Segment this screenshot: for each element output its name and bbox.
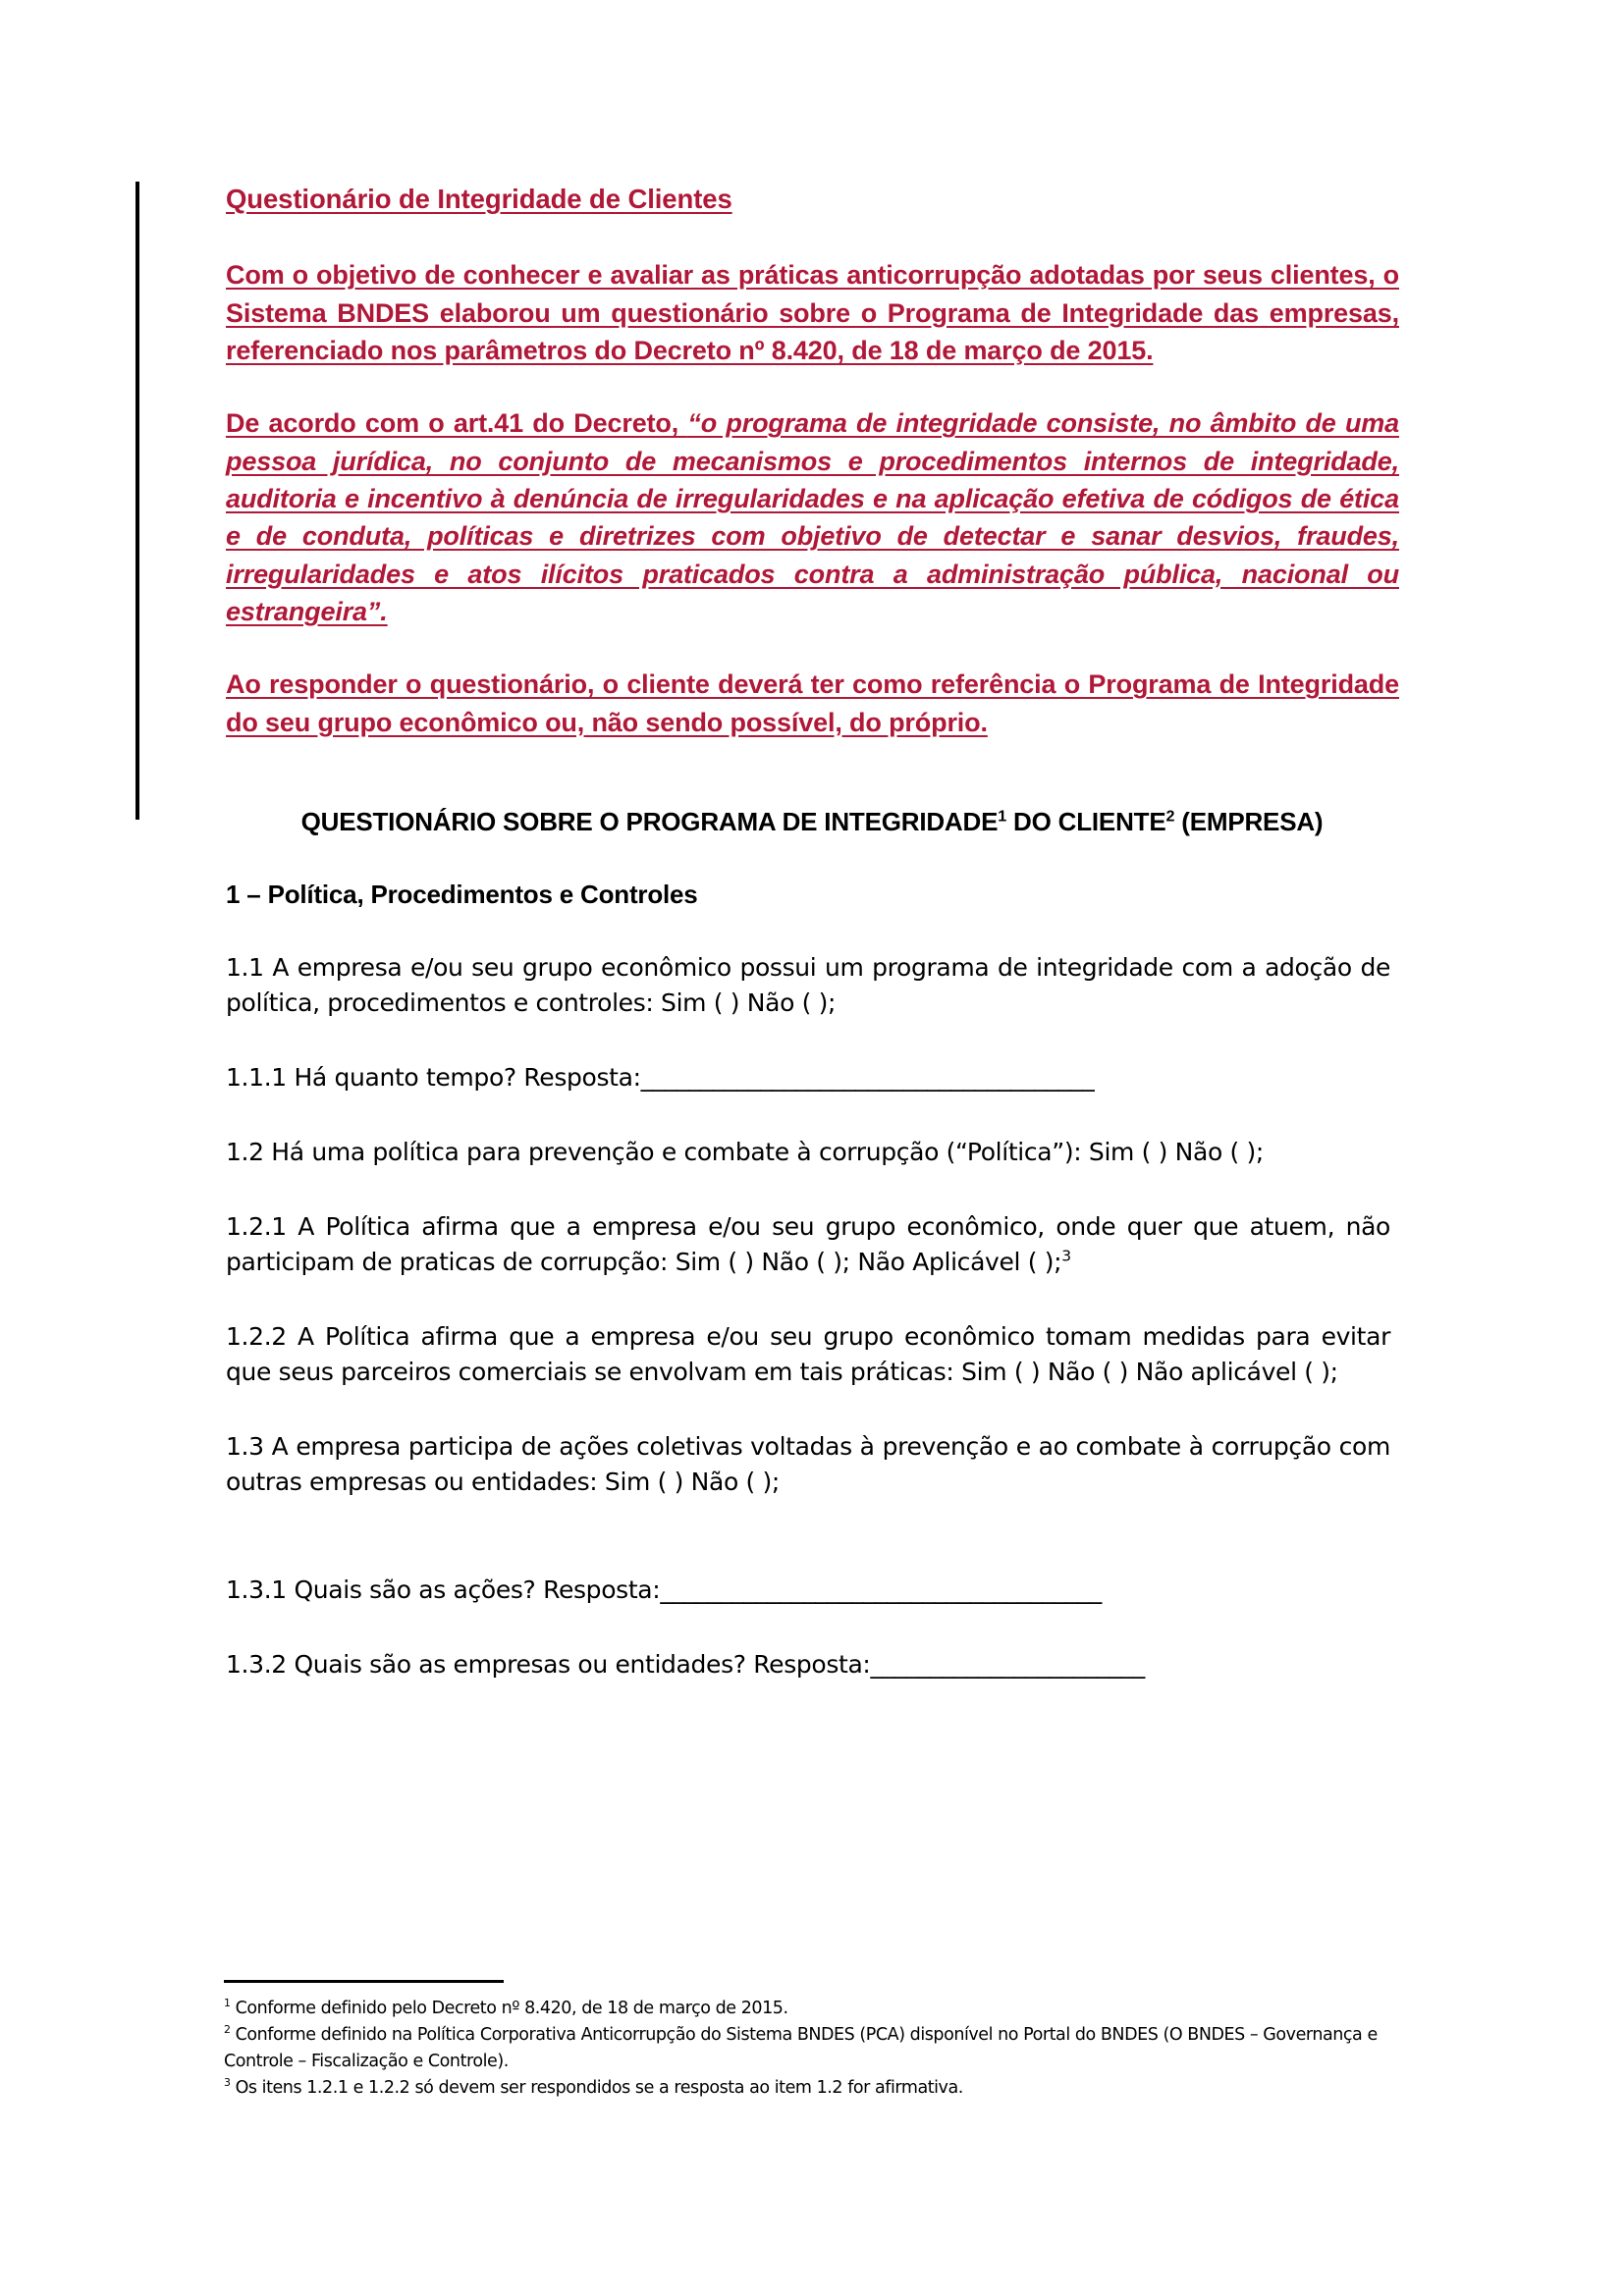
- intro-paragraph-3: Ao responder o questionário, o cliente deverá ter como referência o Programa de Integridade do seu grupo econômico ou, não sendo possível, do próprio.: [226, 669, 1399, 737]
- footnote-2-text: Conforme definido na Política Corporativa Anticorrupção do Sistema BNDES (PCA) disponível no Portal do BNDES (O BNDES – Governança e Controle – Fiscalização e Controle).: [224, 2025, 1378, 2072]
- footnote-2: [224, 2022, 1402, 2075]
- questionnaire-heading: [0, 807, 1624, 837]
- questionnaire-heading-part1: QUESTIONÁRIO SOBRE O PROGRAMA DE INTEGRIDADE: [300, 807, 999, 836]
- questionnaire-heading-part3: (EMPRESA): [1174, 807, 1324, 836]
- question-1-2: 1.2 Há uma política para prevenção e combate à corrupção (“Política”): Sim ( ) Não ( );: [226, 1138, 1264, 1166]
- footnote-3: [224, 2075, 1402, 2102]
- section-1-title: 1 – Política, Procedimentos e Controles: [226, 880, 698, 909]
- question-1-2-1: [226, 1209, 1390, 1280]
- footnote-3-text: Os itens 1.2.1 e 1.2.2 só devem ser respondidos se a resposta ao item 1.2 for afirmativa.: [230, 2078, 963, 2099]
- question-1-1-1: 1.1.1 Há quanto tempo? Resposta:______________________________________: [226, 1063, 1095, 1092]
- footnote-ref-1: 1: [998, 807, 1006, 826]
- footnote-3-marker: 3: [224, 2076, 231, 2090]
- footnote-1-marker: 1: [224, 1997, 231, 2010]
- question-1-3-1: 1.3.1 Quais são as ações? Resposta:_____________________________________: [226, 1575, 1102, 1604]
- intro-paragraph-2: [226, 404, 1399, 630]
- question-1-1: 1.1 A empresa e/ou seu grupo econômico possui um programa de integridade com a adoção de política, procedimentos e controles: Sim ( ) Não ( );: [226, 953, 1390, 1017]
- footnote-1: [224, 1996, 1402, 2022]
- revision-change-bar: [135, 182, 139, 820]
- footnote-separator: [224, 1980, 504, 1983]
- question-1-3-2: 1.3.2 Quais são as empresas ou entidades? Resposta:_______________________: [226, 1650, 1145, 1679]
- intro-block: [226, 183, 1399, 741]
- footnote-2-marker: 2: [224, 2023, 231, 2037]
- questions-list: [226, 950, 1390, 1682]
- questionnaire-heading-part2: DO CLIENTE: [1006, 807, 1166, 836]
- question-1-2-1-text: 1.2.1 A Política afirma que a empresa e/ou seu grupo econômico, onde quer que atuem, não participam de praticas de corrupção: Sim ( ) Não ( ); Não Aplicável ( );: [226, 1212, 1390, 1276]
- footnote-1-text: Conforme definido pelo Decreto nº 8.420, de 18 de março de 2015.: [230, 1999, 788, 2018]
- decree-lead-text: De acordo com o art.41 do Decreto,: [226, 408, 688, 439]
- footnote-ref-3: 3: [1061, 1247, 1071, 1265]
- question-1-3: 1.3 A empresa participa de ações coletivas voltadas à prevenção e ao combate à corrupção com outras empresas ou entidades: Sim ( ) Não ( );: [226, 1432, 1390, 1496]
- decree-quote-text: “o programa de integridade consiste, no âmbito de uma pessoa jurídica, no conjunto de mecanismos e procedimentos internos de integridade, auditoria e incentivo à denúncia de irregularidades e na aplicação efetiva de códigos de ética e de conduta, políticas e diretrizes com objetivo de detectar e sanar desvios, fraudes, irregularidades e atos ilícitos praticados contra a administração pública, nacional ou estrangeira”.: [226, 408, 1400, 626]
- footnotes-block: [224, 1996, 1402, 2103]
- question-1-2-2: 1.2.2 A Política afirma que a empresa e/ou seu grupo econômico tomam medidas para evitar que seus parceiros comerciais se envolvam em tais práticas: Sim ( ) Não ( ) Não aplicável ( );: [226, 1322, 1390, 1386]
- intro-paragraph-1: Com o objetivo de conhecer e avaliar as práticas anticorrupção adotadas por seus clientes, o Sistema BNDES elaborou um questionário sobre o Programa de Integridade das empresas, referenciado nos parâmetros do Decreto nº 8.420, de 18 de março de 2015.: [226, 260, 1399, 366]
- document-title: Questionário de Integridade de Clientes: [226, 184, 732, 214]
- footnote-ref-2: 2: [1165, 807, 1175, 826]
